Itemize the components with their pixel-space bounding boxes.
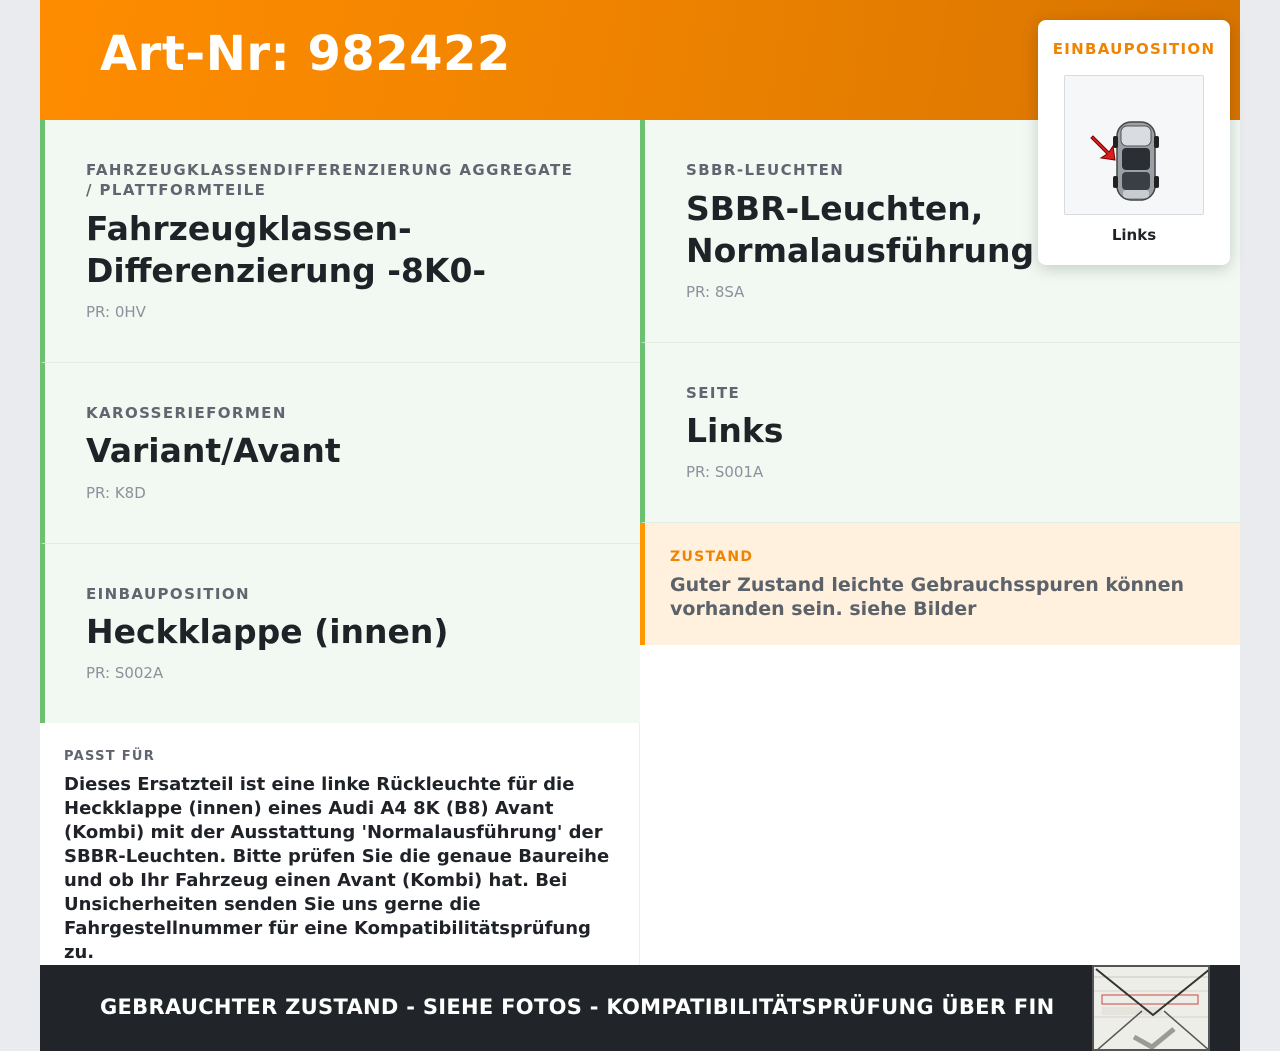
spec-label: KAROSSERIEFORMEN bbox=[86, 404, 287, 422]
fits-section bbox=[40, 723, 640, 965]
spec-value: Variant/Avant bbox=[86, 431, 341, 470]
spec-label: SEITE bbox=[686, 384, 741, 402]
car-top-view-with-arrow-icon bbox=[1065, 76, 1205, 216]
spec-pr-code: PR: K8D bbox=[86, 484, 146, 502]
spec-pr-code: PR: S001A bbox=[686, 463, 764, 481]
condition-box bbox=[640, 523, 1240, 645]
spec-pr-code: PR: 0HV bbox=[86, 303, 146, 321]
spec-cell-body-style bbox=[40, 363, 640, 544]
spec-value: Heckklappe (innen) bbox=[86, 612, 449, 651]
vin-photo-thumbnail[interactable] bbox=[1092, 965, 1210, 1051]
spec-label: EINBAUPOSITION bbox=[86, 585, 250, 603]
popup-title: EINBAUPOSITION bbox=[1052, 40, 1216, 58]
spec-value: SBBR-Leuchten, Normalausführung bbox=[686, 189, 1035, 270]
fits-text: Dieses Ersatzteil ist eine linke Rückleuchte für die Heckklappe (innen) eines Audi A4 8K (B8) Avant (Kombi) mit der Ausstattung 'Normalausführung' der SBBR-Leuchten. Bitte prüfen Sie die genaue Baureihe und ob Ihr Fahrzeug einen Avant (Kombi) hat. Bei Unsicherheiten senden Sie uns gerne die Fahrgestellnummer für eine Kompatibilitätsprüfung zu. bbox=[64, 774, 610, 963]
spec-value: Links bbox=[686, 411, 784, 450]
spec-label: FAHRZEUGKLASSENDIFFERENZIERUNG AGGREGATE / PLATTFORMTEILE bbox=[86, 161, 574, 199]
popup-caption: Links bbox=[1111, 226, 1157, 244]
position-popup bbox=[1038, 20, 1230, 265]
envelope-document-icon bbox=[1094, 967, 1210, 1051]
article-number-title: Art-Nr: 982422 bbox=[100, 26, 511, 82]
spec-cell-side bbox=[640, 343, 1240, 523]
spec-pr-code: PR: S002A bbox=[86, 664, 164, 682]
spec-label: SBBR-LEUCHTEN bbox=[686, 161, 845, 179]
car-position-image[interactable] bbox=[1064, 75, 1204, 215]
spec-cell-mounting-position bbox=[40, 544, 640, 724]
spec-pr-code: PR: 8SA bbox=[686, 283, 745, 301]
spec-cell-vehicle-class bbox=[40, 120, 640, 363]
footer-text: GEBRAUCHTER ZUSTAND - SIEHE FOTOS - KOMPATIBILITÄTSPRÜFUNG ÜBER FIN bbox=[100, 995, 1055, 1019]
footer-bar bbox=[40, 965, 1240, 1051]
condition-text: Guter Zustand leichte Gebrauchsspuren können vorhanden sein. siehe Bilder bbox=[670, 574, 1184, 620]
spec-value: Fahrzeugklassen-Differenzierung -8K0- bbox=[86, 209, 487, 290]
fits-label: PASST FÜR bbox=[64, 749, 156, 764]
condition-label: ZUSTAND bbox=[670, 549, 754, 565]
